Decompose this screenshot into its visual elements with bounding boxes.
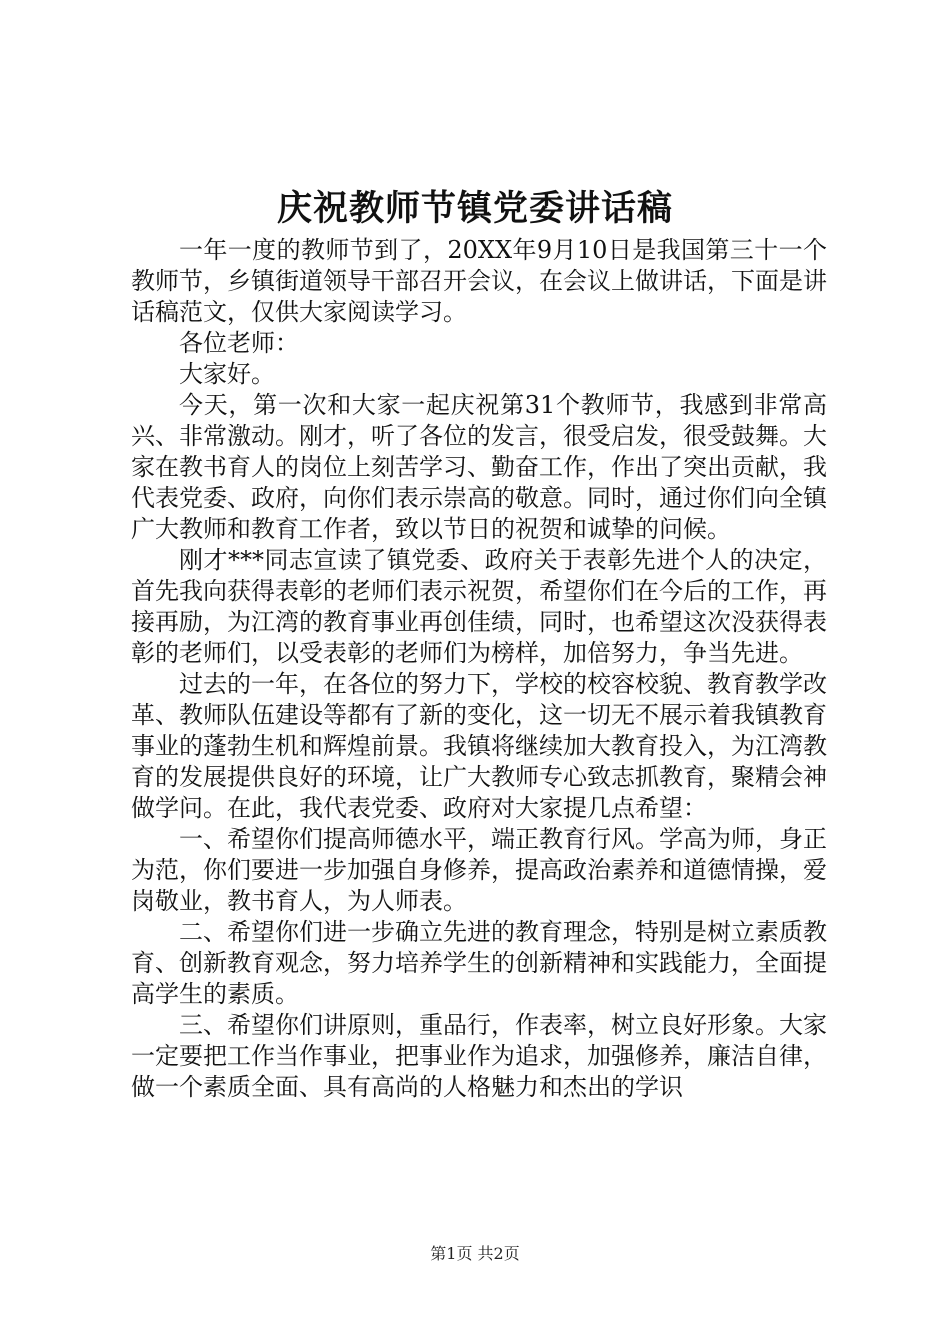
hope-item-3: 三、希望你们讲原则，重品行，作表率，树立良好形象。大家一定要把工作当作事业，把事业作为追求，加强修养，廉洁自律，做一个素质全面、具有高尚的人格魅力和杰出的学识 xyxy=(131,1011,827,1101)
page-footer: 第1页 共2页 xyxy=(430,1244,520,1263)
intro-paragraph: 一年一度的教师节到了，20XX年9月10日是我国第三十一个教师节，乡镇街道领导干部召开会议，在会议上做讲话，下面是讲话稿范文，仅供大家阅读学习。 xyxy=(131,236,827,326)
body-paragraph: 刚才***同志宣读了镇党委、政府关于表彰先进个人的决定，首先我向获得表彰的老师们表示祝贺，希望你们在今后的工作，再接再励，为江湾的教育事业再创佳绩，同时，也希望这次没获得表彰的老师们，以受表彰的老师们为榜样，加倍努力，争当先进。 xyxy=(131,546,827,667)
hope-item-1: 一、希望你们提高师德水平，端正教育行风。学高为师，身正为范，你们要进一步加强自身修养，提高政治素养和道德情操，爱岗敬业，教书育人，为人师表。 xyxy=(131,825,827,915)
body-paragraph: 过去的一年，在各位的努力下，学校的校容校貌、教育教学改革、教师队伍建设等都有了新的变化，这一切无不展示着我镇教育事业的蓬勃生机和辉煌前景。我镇将继续加大教育投入，为江湾教育的发展提供良好的环境，让广大教师专心致志抓教育，聚精会神做学问。在此，我代表党委、政府对大家提几点希望： xyxy=(131,670,827,822)
document-title: 庆祝教师节镇党委讲话稿 xyxy=(276,188,673,229)
salutation: 各位老师： xyxy=(179,329,299,357)
greeting: 大家好。 xyxy=(179,360,275,388)
document-body xyxy=(131,235,827,1103)
hope-item-2: 二、希望你们进一步确立先进的教育理念，特别是树立素质教育、创新教育观念，努力培养学生的创新精神和实践能力，全面提高学生的素质。 xyxy=(131,918,827,1008)
body-paragraph: 今天，第一次和大家一起庆祝第31个教师节，我感到非常高兴、非常激动。刚才，听了各位的发言，很受启发，很受鼓舞。大家在教书育人的岗位上刻苦学习、勤奋工作，作出了突出贡献，我代表党委、政府，向你们表示崇高的敬意。同时，通过你们向全镇广大教师和教育工作者，致以节日的祝贺和诚挚的问候。 xyxy=(131,391,827,543)
